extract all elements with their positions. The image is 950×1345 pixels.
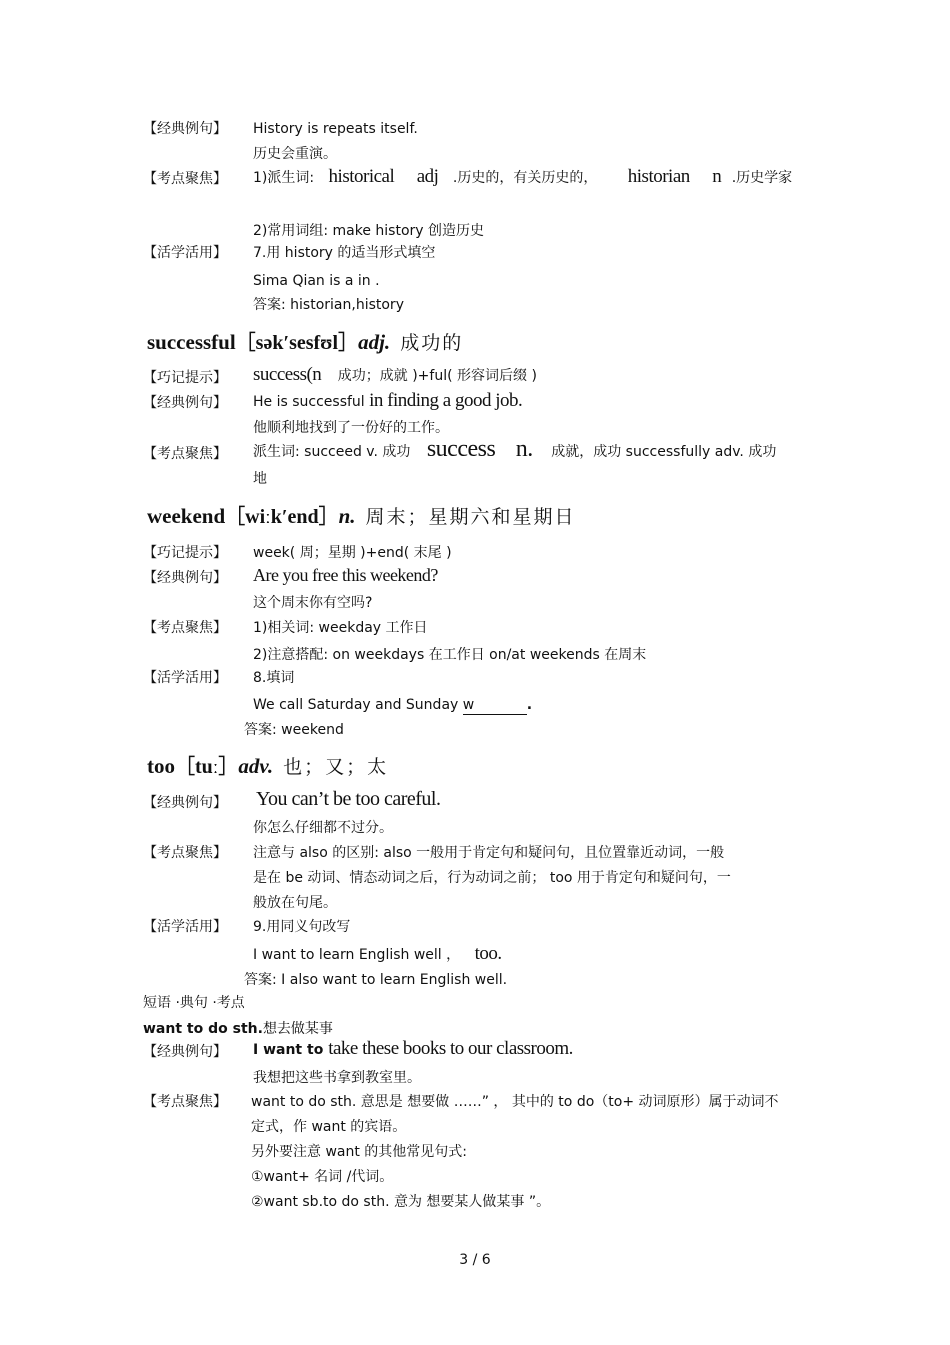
derivative-pos: n — [712, 166, 722, 187]
practice-instruction: 9.用同义句改写 — [253, 919, 351, 935]
headword: successful — [147, 330, 236, 354]
example-sentence-en: You can’t be too careful. — [256, 788, 441, 810]
memory-hint: week( 周；星期 )+end( 末尾 ) — [253, 545, 452, 561]
word-meaning: 也；又；太 — [283, 756, 389, 778]
word-heading-successful — [147, 326, 463, 355]
practice-question — [253, 945, 502, 964]
focus-text: 派生词: succeed v. 成功 — [253, 444, 411, 460]
derivative-meaning: .历史学家 — [731, 170, 793, 186]
word-meaning: 成功的 — [400, 332, 464, 354]
example-sentence-en: Are you free this weekend? — [253, 565, 438, 585]
page-number: 3 / 6 — [459, 1252, 491, 1268]
phrase-cn: 想去做某事 — [262, 1021, 333, 1037]
part-of-speech: n. — [338, 504, 356, 528]
memory-hint — [253, 366, 537, 385]
example-text: He is successful — [253, 394, 370, 410]
practice-text: We call Saturday and Sunday — [253, 697, 463, 713]
focus-line: 是在 be 动词、情态动词之后，行为动词之前； too 用于肯定句和疑问句，一 — [253, 870, 731, 886]
phonetic: ［tuː］ — [175, 756, 239, 778]
word-heading-weekend — [147, 500, 576, 529]
focus-derivatives — [253, 436, 777, 462]
practice-instruction: 8.填词 — [253, 670, 295, 686]
derivative-word: success — [426, 436, 496, 462]
derivative-meaning: .历史的，有关历史的， — [452, 170, 598, 186]
focus-derivatives — [253, 168, 792, 187]
practice-period: . — [526, 697, 533, 713]
tag-focus: 【考点聚焦】 — [143, 1094, 227, 1110]
practice-text: I want to learn English well ， — [253, 947, 461, 963]
practice-question — [253, 696, 532, 715]
derivative-pos: adj — [416, 166, 439, 187]
derivative-word: historical — [328, 166, 395, 187]
fill-blank[interactable]: w — [463, 696, 527, 715]
headword: too — [147, 754, 175, 778]
phrase-en: want to do sth. — [143, 1021, 263, 1037]
memory-word: success(n — [253, 364, 322, 385]
memory-text: 成功；成就 )+ful( 形容词后缀 ) — [337, 368, 537, 384]
example-sentence-cn: 历史会重演。 — [253, 146, 337, 162]
example-handwritten: in finding a good job. — [369, 390, 523, 411]
section-title: 短语 ·典句 ·考点 — [143, 995, 245, 1011]
focus-line: 注意与 also 的区别: also 一般用于肯定句和疑问句，且位置靠近动词，一般 — [253, 845, 725, 861]
focus-collocation: 2)注意搭配: on weekdays 在工作日 on/at weekends 在周末 — [253, 647, 647, 663]
tag-example: 【经典例句】 — [143, 795, 227, 811]
example-text: I want to — [253, 1042, 329, 1058]
focus-line: ①want+ 名词 /代词。 — [251, 1169, 394, 1185]
example-sentence-en: History is repeats itself. — [253, 121, 418, 137]
word-heading-too — [147, 750, 388, 779]
tag-practice: 【活学活用】 — [143, 919, 227, 935]
phrase-heading — [143, 1020, 333, 1038]
word-meaning: 周末；星期六和星期日 — [365, 506, 576, 528]
derivative-pos: n. — [515, 436, 533, 462]
part-of-speech: adj. — [358, 330, 391, 354]
example-sentence-cn: 这个周末你有空吗? — [253, 595, 373, 611]
example-sentence-en — [253, 392, 522, 411]
tag-focus: 【考点聚焦】 — [143, 845, 227, 861]
focus-related: 1)相关词: weekday 工作日 — [253, 620, 428, 636]
tag-memory: 【巧记提示】 — [143, 545, 227, 561]
focus-line: ②want sb.to do sth. 意为 想要某人做某事 ”。 — [251, 1194, 551, 1210]
tag-focus: 【考点聚焦】 — [143, 171, 227, 187]
tag-practice: 【活学活用】 — [143, 245, 227, 261]
practice-answer: 答案: I also want to learn English well. — [244, 972, 508, 988]
focus-line: want to do sth. 意思是 想要做 ……” ， 其中的 to do（to+ 动词原形）属于动词不 — [251, 1094, 779, 1110]
practice-handwritten: too. — [474, 943, 502, 964]
practice-answer: 答案: weekend — [244, 722, 344, 738]
focus-phrase: 2)常用词组: make history 创造历史 — [253, 223, 485, 239]
focus-line: 定式，作 want 的宾语。 — [251, 1119, 407, 1135]
focus-line: 另外要注意 want 的其他常见句式: — [251, 1144, 468, 1160]
focus-line: 般放在句尾。 — [253, 895, 337, 911]
practice-question: Sima Qian is a in . — [253, 273, 380, 289]
focus-text: 成就，成功 successfully adv. 成功 — [551, 444, 777, 460]
phonetic: ［wiːk′end］ — [225, 506, 339, 528]
derivative-word: historian — [627, 166, 690, 187]
example-sentence-cn: 他顺利地找到了一份好的工作。 — [253, 420, 449, 436]
tag-example: 【经典例句】 — [143, 570, 227, 586]
tag-focus: 【考点聚焦】 — [143, 620, 227, 636]
tag-example: 【经典例句】 — [143, 395, 227, 411]
tag-practice: 【活学活用】 — [143, 670, 227, 686]
tag-example: 【经典例句】 — [143, 1044, 227, 1060]
example-sentence-en — [253, 1040, 573, 1059]
focus-derivatives-label: 1)派生词: — [253, 170, 315, 186]
example-handwritten: take these books to our classroom. — [328, 1038, 573, 1059]
part-of-speech: adv. — [238, 754, 274, 778]
tag-memory: 【巧记提示】 — [143, 370, 227, 386]
focus-text-continued: 地 — [253, 471, 267, 487]
example-sentence-cn: 你怎么仔细都不过分。 — [253, 820, 393, 836]
phonetic: ［sək′sesfʊl］ — [235, 332, 359, 354]
practice-answer: 答案: historian,history — [253, 297, 404, 313]
headword: weekend — [147, 504, 226, 528]
tag-focus: 【考点聚焦】 — [143, 446, 227, 462]
example-sentence-cn: 我想把这些书拿到教室里。 — [253, 1070, 421, 1086]
practice-instruction: 7.用 history 的适当形式填空 — [253, 245, 436, 261]
tag-example: 【经典例句】 — [143, 121, 227, 137]
